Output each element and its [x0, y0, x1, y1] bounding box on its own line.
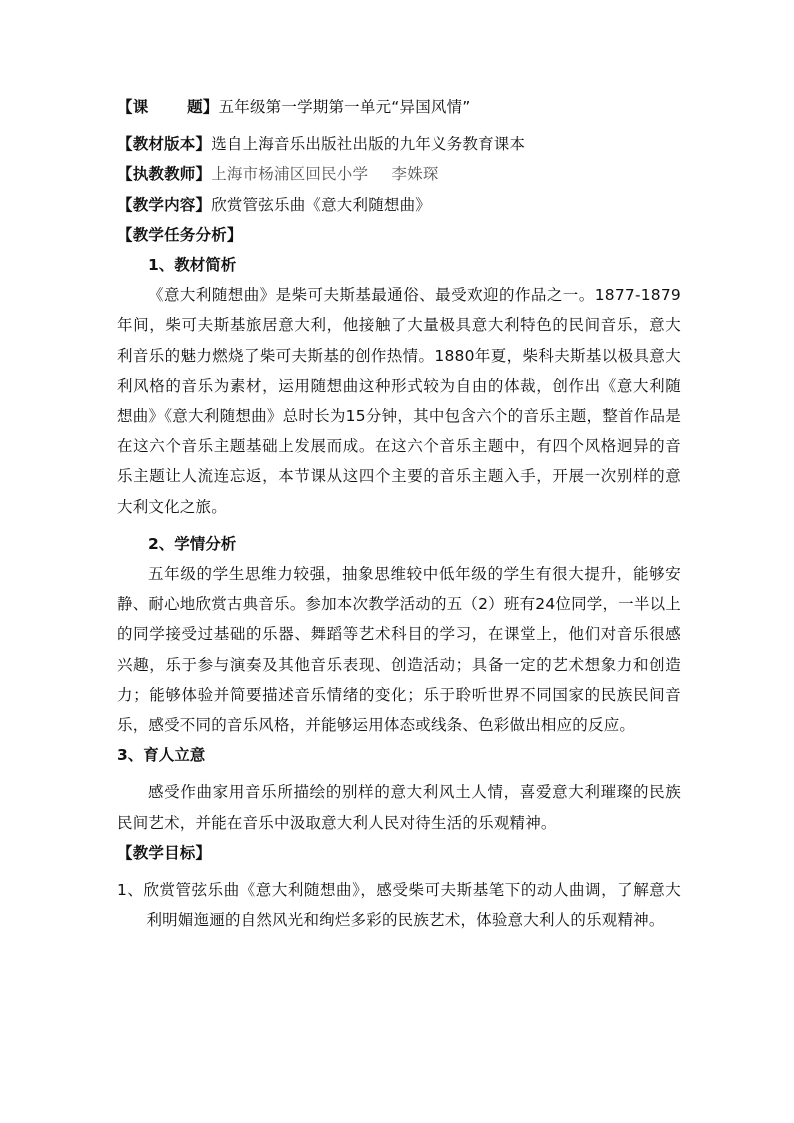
section-paragraph-purpose: 感受作曲家用音乐所描绘的别样的意大利风土人情，喜爱意大利璀璨的民族民间艺术，并能在音乐中汲取意大利人民对待生活的乐观精神。 [117, 783, 681, 832]
section-title-students: 2、学情分析 [148, 534, 237, 553]
topic-label-left: 【课 [117, 98, 149, 116]
content-value: 欣赏管弦乐曲《意大利随想曲》 [211, 195, 432, 214]
section-paragraph-students: 五年级的学生思维力较强，抽象思维较中低年级的学生有很大提升，能够安静、耐心地欣赏古典音乐。参加本次教学活动的五（2）班有24位同学，一半以上的同学接受过基础的乐器、舞蹈等艺术科目的学习，在课堂上，他们对音乐很感兴趣，乐于参与演奏及其他音乐表现、创造活动；具备一定的艺术想象力和创造力；能够体验并简要描述音乐情绪的变化；乐于聆听世界不同国家的民族民间音乐，感受不同的音乐风格，并能够运用体态或线条、色彩做出相应的反应。 [117, 565, 681, 735]
objectives-heading: 【教学目标】 [117, 843, 212, 862]
topic-line [117, 92, 681, 122]
section-title-textbook: 1、教材简析 [148, 256, 237, 275]
section-title-purpose: 3、育人立意 [117, 746, 206, 765]
teacher-name: 李姝琛 [391, 165, 439, 184]
content-line [117, 190, 681, 220]
task-analysis-heading: 【教学任务分析】 [117, 225, 243, 244]
section-paragraph-textbook: 《意大利随想曲》是柴可夫斯基最通俗、最受欢迎的作品之一。1877-1879年间，柴可夫斯基旅居意大利，他接触了大量极具意大利特色的民间音乐，意大利音乐的魅力燃烧了柴可夫斯基的创作热情。1880年夏，柴科夫斯基以极具意大利风格的音乐为素材，运用随想曲这种形式较为自由的体裁，创作出《意大利随想曲》《意大利随想曲》总时长为15分钟，其中包含六个的音乐主题，整首作品是在这六个音乐主题基础上发展而成。在这六个音乐主题中，有四个风格迥异的音乐主题让人流连忘返，本节课从这四个主要的音乐主题入手，开展一次别样的意大利文化之旅。 [117, 286, 681, 516]
objective-item: 1、欣赏管弦乐曲《意大利随想曲》，感受柴可夫斯基笔下的动人曲调，了解意大利明媚迤逦的自然风光和绚烂多彩的民族艺术，体验意大利人的乐观精神。 [117, 881, 681, 930]
edition-value: 选自上海音乐出版社出版的九年义务教育课本 [211, 135, 526, 154]
topic-label-right: 题】 [187, 98, 219, 116]
teacher-line [117, 159, 681, 189]
document-page [117, 92, 681, 935]
topic-value: 五年级第一学期第一单元“异国风情” [218, 98, 471, 116]
edition-label: 【教材版本】 [117, 135, 212, 154]
teacher-label: 【执教教师】 [117, 165, 212, 184]
content-label: 【教学内容】 [117, 195, 212, 214]
edition-line [117, 129, 681, 159]
teacher-school: 上海市杨浦区回民小学 [211, 165, 369, 184]
